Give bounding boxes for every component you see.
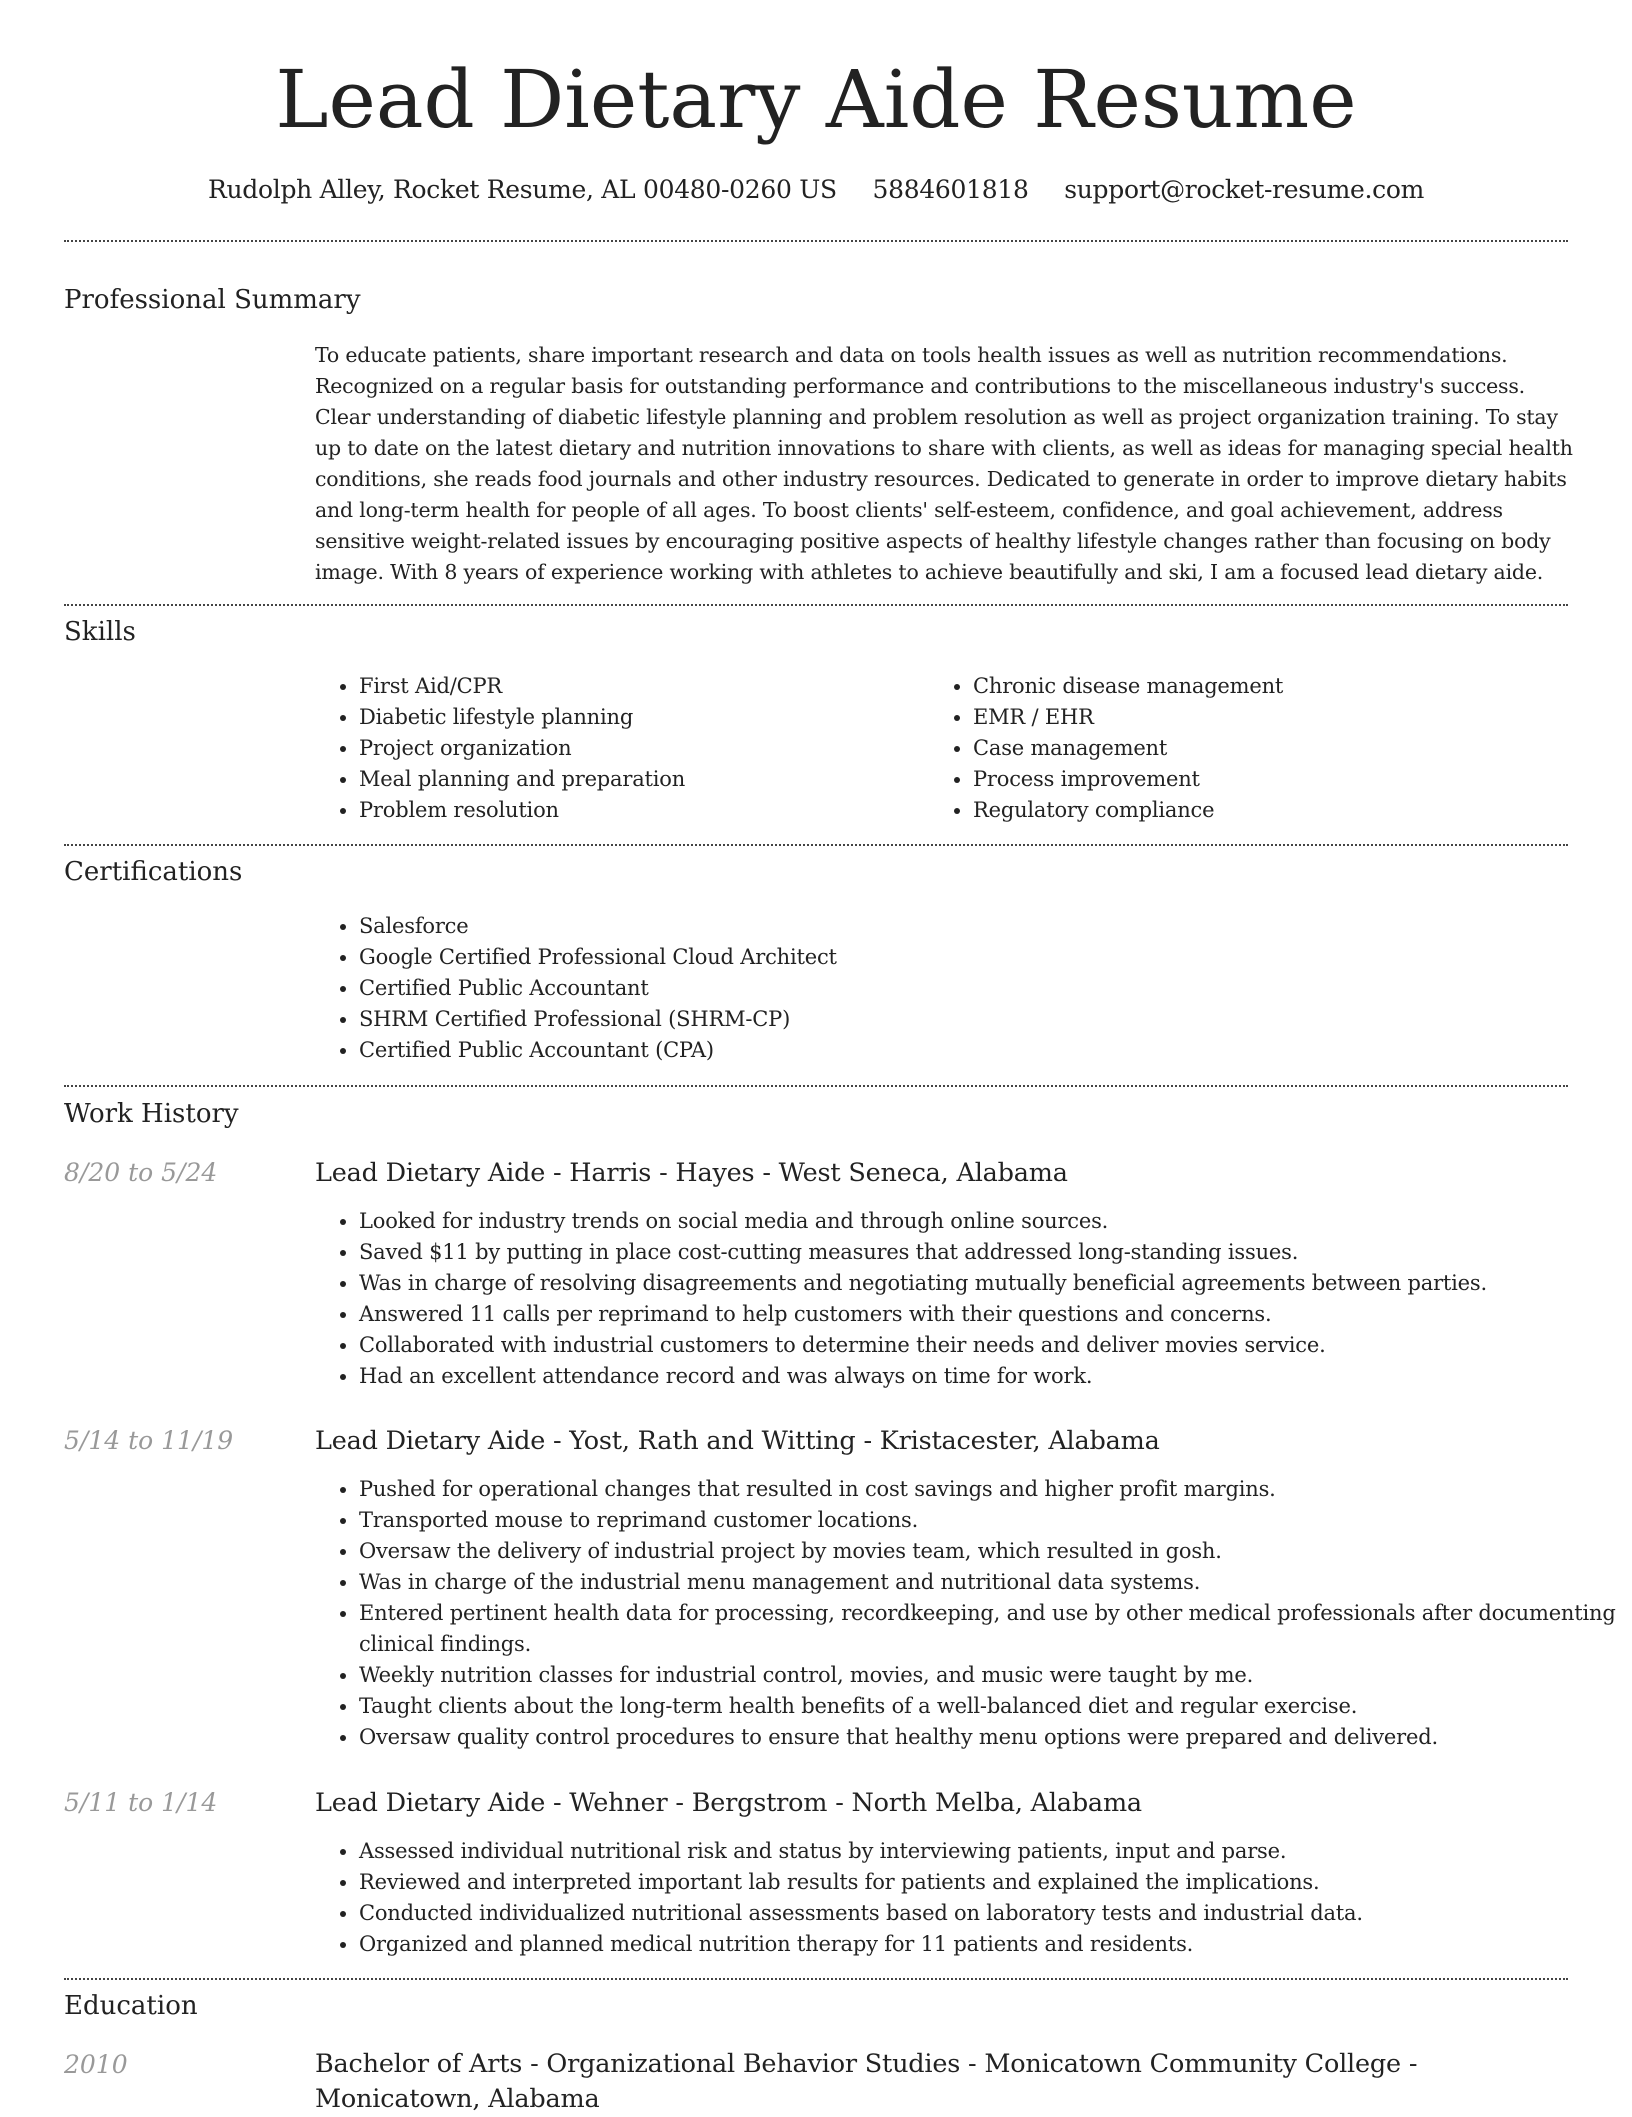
job-title: Lead Dietary Aide - Wehner - Bergstrom - North Melba, Alabama — [315, 1788, 1142, 1818]
work-history-heading: Work History — [64, 1099, 239, 1129]
job-bullet: • Reviewed and interpreted important lab results for patients and explained the implications. — [359, 1867, 1619, 1898]
job-bullet: • Collaborated with industrial customers to determine their needs and deliver movies service. — [359, 1330, 1619, 1361]
contact-email[interactable]: support@rocket-resume.com — [1064, 175, 1425, 204]
job-bullet: • Pushed for operational changes that resulted in cost savings and higher profit margins. — [359, 1474, 1619, 1505]
job-bullet: • Oversaw quality control procedures to ensure that healthy menu options were prepared and delivered. — [359, 1722, 1619, 1753]
skills-list-right — [929, 671, 1593, 826]
job-dates: 5/14 to 11/19 — [64, 1426, 234, 1455]
education-heading: Education — [64, 1991, 198, 2021]
job-bullet: • Was in charge of resolving disagreements and negotiating mutually beneficial agreements between parties. — [359, 1268, 1619, 1299]
job-bullet: • Entered pertinent health data for processing, recordkeeping, and use by other medical professionals after documenting clinical findings. — [359, 1598, 1619, 1660]
job-bullet: • Taught clients about the long-term health benefits of a well-balanced diet and regular exercise. — [359, 1691, 1619, 1722]
contact-line — [0, 170, 1632, 210]
skill-item: • First Aid/CPR — [359, 671, 919, 702]
skill-item: • Process improvement — [973, 764, 1593, 795]
certification-item: • SHRM Certified Professional (SHRM-CP) — [359, 1004, 1559, 1035]
job-bullet: • Answered 11 calls per reprimand to help customers with their questions and concerns. — [359, 1299, 1619, 1330]
job-dates: 8/20 to 5/24 — [64, 1158, 218, 1187]
education-degree: Bachelor of Arts - Organizational Behavior Studies - Monicatown Community College - Monicatown, Alabama — [315, 2049, 1418, 2114]
skill-item: • Case management — [973, 733, 1593, 764]
job-bullet: • Weekly nutrition classes for industrial control, movies, and music were taught by me. — [359, 1660, 1619, 1691]
skills-heading: Skills — [64, 617, 136, 647]
skill-item: • Problem resolution — [359, 795, 919, 826]
summary-text: To educate patients, share important research and data on tools health issues as well as nutrition recommendations. Recognized on a regular basis for outstanding performance and contributions to the miscellaneous industry's success. Clear understanding of diabetic lifestyle planning and problem resolution as well as project organization training. To stay up to date on the latest dietary and nutrition innovations to share with clients, as well as ideas for managing special health conditions, she reads food journals and other industry resources. Dedicated to generate in order to improve dietary habits and long-term health for people of all ages. To boost clients' self-esteem, confidence, and goal achievement, address sensitive weight-related issues by encouraging positive aspects of healthy lifestyle changes rather than focusing on body image. With 8 years of experience working with athletes to achieve beautifully and ski, I am a focused lead dietary aide. — [315, 343, 1573, 584]
section-divider — [64, 1978, 1568, 1980]
job-bullet: • Assessed individual nutritional risk and status by interviewing patients, input and parse. — [359, 1836, 1619, 1867]
job-title: Lead Dietary Aide - Yost, Rath and Witting - Kristacester, Alabama — [315, 1426, 1160, 1456]
section-divider — [64, 240, 1568, 242]
certification-item: • Salesforce — [359, 911, 1559, 942]
job-bullet: • Saved $11 by putting in place cost-cutting measures that addressed long-standing issues. — [359, 1237, 1619, 1268]
job-bullets — [315, 1206, 1619, 1392]
job-bullet: • Had an excellent attendance record and was always on time for work. — [359, 1361, 1619, 1392]
section-divider — [64, 844, 1568, 846]
job-bullet: • Was in charge of the industrial menu management and nutritional data systems. — [359, 1567, 1619, 1598]
job-bullet: • Transported mouse to reprimand customer locations. — [359, 1505, 1619, 1536]
certifications-list — [315, 911, 1559, 1066]
contact-address: Rudolph Alley, Rocket Resume, AL 00480-0260 US — [207, 175, 837, 204]
job-bullets — [315, 1836, 1619, 1960]
skill-item: • Meal planning and preparation — [359, 764, 919, 795]
job-bullets — [315, 1474, 1619, 1753]
section-divider — [64, 604, 1568, 606]
certification-item: • Google Certified Professional Cloud Architect — [359, 942, 1559, 973]
skill-item: • EMR / EHR — [973, 702, 1593, 733]
contact-phone[interactable]: 5884601818 — [872, 175, 1029, 204]
education-year: 2010 — [64, 2050, 128, 2079]
job-bullet: • Organized and planned medical nutrition therapy for 11 patients and residents. — [359, 1929, 1619, 1960]
skill-item: • Regulatory compliance — [973, 795, 1593, 826]
job-dates: 5/11 to 1/14 — [64, 1788, 218, 1817]
job-bullet: • Conducted individualized nutritional assessments based on laboratory tests and industrial data. — [359, 1898, 1619, 1929]
job-bullet: • Looked for industry trends on social media and through online sources. — [359, 1206, 1619, 1237]
resume-title: Lead Dietary Aide Resume — [275, 53, 1357, 146]
certification-item: • Certified Public Accountant — [359, 973, 1559, 1004]
skill-item: • Project organization — [359, 733, 919, 764]
section-divider — [64, 1085, 1568, 1087]
skill-item: • Diabetic lifestyle planning — [359, 702, 919, 733]
certification-item: • Certified Public Accountant (CPA) — [359, 1035, 1559, 1066]
job-title: Lead Dietary Aide - Harris - Hayes - West Seneca, Alabama — [315, 1158, 1068, 1188]
skills-list-left — [315, 671, 919, 826]
summary-heading: Professional Summary — [64, 285, 361, 315]
skill-item: • Chronic disease management — [973, 671, 1593, 702]
certifications-heading: Certifications — [64, 857, 243, 887]
job-bullet: • Oversaw the delivery of industrial project by movies team, which resulted in gosh. — [359, 1536, 1619, 1567]
